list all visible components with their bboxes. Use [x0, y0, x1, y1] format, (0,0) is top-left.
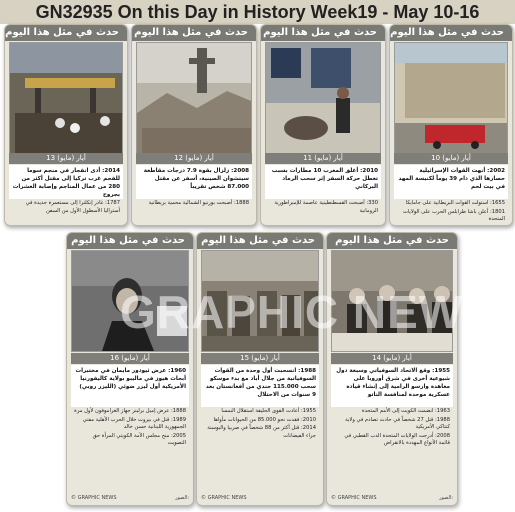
panel-caption: 2008: زلزال بقوة 7.9 درجات مقاطعة سيتشوان الصينية، أسفر عن مقتل 87.000 شخص تقريباً: [136, 165, 252, 199]
event-item: 2010: فقدت نحو 85.000 من الحيوانات مأواها: [213, 416, 316, 423]
mine-scene-image: [10, 43, 123, 153]
panel-header: حدث في مثل هذا اليوم: [197, 233, 323, 249]
event-item: 1787: غادر إنكلترا إلى مستعمرة جديدة في أستراليا الأسطول الأول من السفن: [25, 200, 120, 214]
panel-caption: 2010: أغلق المغرب 10 مطارات بسبب تعطل حركة السفر إثر سحب الرماد البركاني: [265, 165, 381, 199]
panel-events: [201, 407, 319, 494]
event-item: 1801: أعلن باشا طرابلس الحرب على الولايات المتحدة: [402, 208, 505, 223]
event-item: 1989: قتل في بيروت خلال الحرب الأهلية مفتي الجمهورية اللبنانية حسن خالد: [82, 416, 186, 431]
photo-warsaw-pact: [331, 250, 453, 352]
panel-header: حدث في مثل هذا اليوم: [390, 25, 512, 41]
earthquake-ruins-image: [137, 43, 252, 153]
panel-header: حدث في مثل هذا اليوم: [5, 25, 127, 41]
panel-header: حدث في مثل هذا اليوم: [67, 233, 193, 249]
panel-may-14: [326, 232, 458, 506]
airport-travellers-image: [266, 43, 381, 153]
panel-date: 11 أيار (مايو): [265, 153, 381, 164]
panel-may-16: [66, 232, 194, 506]
photo-soviet-withdrawal: [201, 250, 319, 352]
event-item: 330: أصبحت القسطنطينية عاصمة للإمبراطورية الرومانية: [274, 200, 378, 214]
panel-footer: [201, 494, 319, 503]
soviet-troops-image: [202, 251, 319, 351]
panel-caption: 2002: أنهت القوات الإسرائيلية حصارها الذي دام 39 يوماً لكنيسة المهد في بيت لحم: [394, 165, 508, 199]
photo-airport: [265, 42, 381, 154]
panel-header: حدث في مثل هذا اليوم: [132, 25, 256, 41]
photo-source: الصور:: [439, 495, 453, 501]
photo-mine-explosion: [9, 42, 123, 154]
panel-date: 12 أيار (مايو): [136, 153, 252, 164]
event-item: 1988: قتل 27 شخصاً في حادث تصادم في ولاية كنتاكي الأمريكية: [345, 416, 450, 431]
panel-date: 16 أيار (مايو): [71, 353, 189, 364]
event-item: 2005: منح مجلس الأمة الكويتي المرأة حق التصويت: [92, 432, 186, 447]
event-item: 2008: أدرجت الولايات المتحدة الدب القطبي في قائمة الأنواع المهددة بالانقراض: [344, 432, 450, 447]
event-item: 1963: انضمت الكويت إلى الأمم المتحدة: [361, 408, 450, 414]
panel-header: حدث في مثل هذا اليوم: [327, 233, 457, 249]
panel-header: حدث في مثل هذا اليوم: [261, 25, 385, 41]
photo-earthquake: [136, 42, 252, 154]
panel-may-13: [4, 24, 128, 226]
panel-date: 15 أيار (مايو): [201, 353, 319, 364]
panel-events: [265, 199, 381, 225]
event-item: 1888: عرض إميل برلينر جهاز الغراموفون لأول مرة: [74, 408, 186, 414]
panel-date: 10 أيار (مايو): [394, 153, 508, 164]
panel-may-12: [131, 24, 257, 226]
event-item: 1888: أصبحت بورنيو الشمالية محمية بريطانية: [148, 200, 249, 206]
page-title: GN32935 On this Day in History Week19 - May 10-16: [0, 0, 515, 24]
panel-footer: [71, 494, 189, 503]
panel-events: [394, 199, 508, 225]
panel-events: [331, 407, 453, 494]
panel-caption: 2014: أدى انفجار في منجم سوما للفحم غرب تركيا إلى مقتل أكثر من 280 من عمال المناجم وإصابة العشرات بجروح: [9, 165, 123, 199]
panel-caption: 1988: انسحبت أول وحدة من القوات السوفياتية من جلال أباد مع بدء موسكو سحب 115.000 جندي من أفغانستان بعد 9 سنوات من الاحتلال: [201, 365, 319, 407]
event-item: 2014: قتل أكثر من 88 شخصاً في صربيا والبوسنة جراء الفيضانات: [207, 425, 316, 439]
maiman-laser-image: [72, 251, 189, 351]
event-item: 1655: استولت القوات البريطانية على جامايكا: [405, 200, 505, 206]
panel-events: [9, 199, 123, 225]
bethlehem-bus-image: [395, 43, 508, 153]
panel-footer: [331, 494, 453, 503]
panel-may-10: [389, 24, 513, 226]
event-item: 1955: أعادت القوى الحليفة استقلال النمسا: [221, 408, 316, 414]
panel-caption: 1960: عرض ثيودور مايمان في مختبرات أبحاث هيوز في ماليبو بولاية كاليفورنيا الأمريكية أول ليزر ضوئي (الليزر روبي): [71, 365, 189, 407]
panel-date: 14 أيار (مايو): [331, 353, 453, 364]
photo-bethlehem: [394, 42, 508, 154]
panel-may-15: [196, 232, 324, 506]
photo-source: الصور:: [175, 495, 189, 501]
panel-events: [136, 199, 252, 225]
panel-events: [71, 407, 189, 494]
watermark: GRAPHIC NEWS: [120, 286, 495, 338]
panel-date: 13 أيار (مايو): [9, 153, 123, 164]
panel-caption: 1955: وقع الاتحاد السوفياتي وسبعة دول شيوعية أخرى في شرق أوروبا على معاهدة وارسو الرامية إلى إنشاء قيادة عسكرية موحدة لمنافسة الناتو: [331, 365, 453, 407]
brand-credit: © GRAPHIC NEWS: [201, 495, 247, 501]
photo-laser: [71, 250, 189, 352]
panel-may-11: [260, 24, 386, 226]
warsaw-pact-signing-image: [332, 251, 453, 351]
brand-credit: © GRAPHIC NEWS: [331, 495, 377, 501]
brand-credit: © GRAPHIC NEWS: [71, 495, 117, 501]
